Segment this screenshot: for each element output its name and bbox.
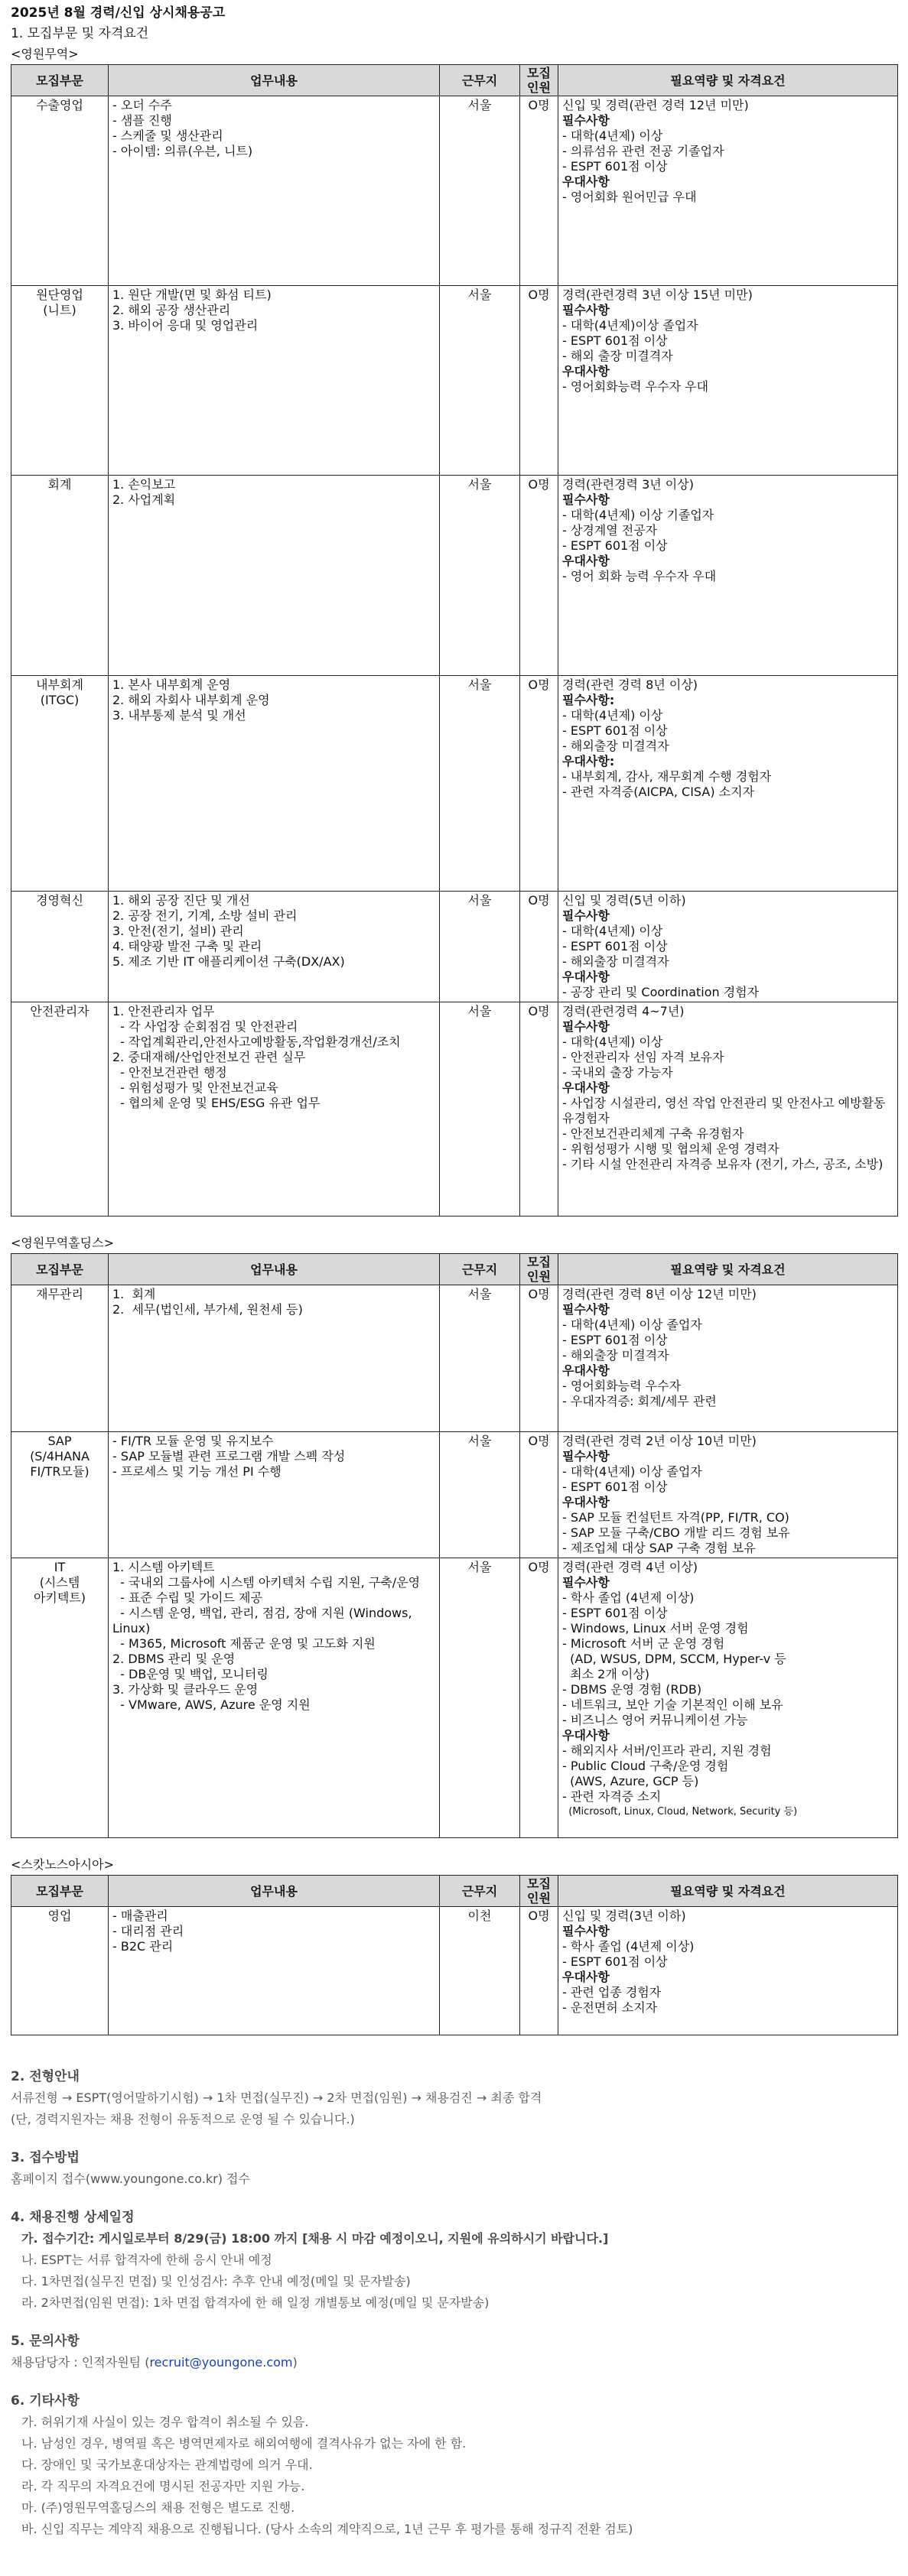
qual-heading: 우대사항 xyxy=(562,1970,610,1984)
cell-dept xyxy=(11,892,109,1002)
dept-name-line: 수출영업 xyxy=(36,98,83,112)
schedule-title: 4. 채용진행 상세일정 xyxy=(11,2210,135,2225)
qual-line: - ESPT 601점 이상 xyxy=(562,1606,668,1620)
qual-heading: 우대사항 xyxy=(562,174,610,189)
group-label: <영원무역홀딩스> xyxy=(11,1236,115,1250)
qual-heading: 우대사항 xyxy=(562,554,610,568)
qual-line: - 대학(4년제) 이상 xyxy=(562,128,663,143)
qual-line: - 대학(4년제) 이상 졸업자 xyxy=(562,1317,702,1332)
qual-line: - 학사 졸업 (4년제 이상) xyxy=(562,1590,695,1605)
qual-line: - 상경계열 전공자 xyxy=(562,523,658,538)
cell-qualifications xyxy=(558,1907,898,2035)
header-count-line: 모집 xyxy=(527,66,551,80)
duty-line: 3. 내부통제 분석 및 개선 xyxy=(112,708,246,723)
header-dept: 모집부문 xyxy=(11,1876,109,1907)
group-label: <영원무역> xyxy=(11,47,79,61)
qual-line: - 영어회화능력 우수자 xyxy=(562,1379,682,1393)
qual-line: 경력(관련 경력 2년 이상 10년 미만) xyxy=(562,1434,757,1448)
dept-name-line: 내부회계 xyxy=(36,677,83,692)
duty-line: 3. 가상화 및 클라우드 운영 xyxy=(112,1682,259,1697)
duty-line: - SAP 모듈별 관련 프로그램 개발 스펙 작성 xyxy=(112,1449,346,1463)
cell-count: O명 xyxy=(520,1002,558,1217)
table-header-row xyxy=(11,1254,898,1285)
etc-item: 나. 남성인 경우, 병역필 혹은 병역면제자로 해외여행에 결격사유가 없는 자에 한 함. xyxy=(21,2436,467,2451)
schedule-period: 가. 접수기간: 게시일로부터 8/29(금) 18:00 까지 [채용 시 마감 예정이오니, 지원에 유의하시기 바랍니다.] xyxy=(21,2231,609,2246)
duty-line: - 오더 수주 xyxy=(112,98,172,112)
qual-line: - 기타 시설 안전관리 자격증 보유자 (전기, 가스, 공조, 소방) xyxy=(562,1157,884,1171)
header-count xyxy=(520,1254,558,1285)
qual-line: - ESPT 601점 이상 xyxy=(562,1954,668,1969)
cell-dept xyxy=(11,676,109,892)
cell-dept xyxy=(11,1432,109,1558)
qual-line: - 영어 회화 능력 우수자 우대 xyxy=(562,569,717,583)
cell-qualifications xyxy=(558,1558,898,1838)
cell-location: 이천 xyxy=(440,1907,520,2035)
duty-line: 2. DBMS 관리 및 운영 xyxy=(112,1652,236,1666)
job-table xyxy=(11,1875,898,2035)
cell-duties xyxy=(109,892,440,1002)
cell-dept xyxy=(11,1907,109,2035)
duty-line: - FI/TR 모듈 운영 및 유지보수 xyxy=(112,1434,274,1448)
cell-location: 서울 xyxy=(440,476,520,676)
contact-title: 5. 문의사항 xyxy=(11,2334,80,2349)
duty-line: 1. 본사 내부회계 운영 xyxy=(112,677,231,692)
cell-qualifications xyxy=(558,892,898,1002)
duty-line: - 시스템 운영, 백업, 관리, 점검, 장애 지원 (Windows, Linux) xyxy=(112,1606,416,1636)
etc-list xyxy=(11,2412,897,2540)
duty-line: - 샘플 진행 xyxy=(112,113,172,128)
contact-email-link[interactable]: recruit@youngone.com xyxy=(149,2355,293,2370)
qual-line: - Microsoft 서버 군 운영 경험 xyxy=(562,1636,725,1651)
header-duties: 업무내용 xyxy=(109,1254,440,1285)
duty-line: - 대리점 관리 xyxy=(112,1924,184,1938)
qual-line: - 국내외 출장 가능자 xyxy=(562,1065,673,1080)
cell-count: O명 xyxy=(520,1907,558,2035)
dept-name-line: (니트) xyxy=(43,303,76,317)
duty-line: 1. 손익보고 xyxy=(112,477,176,492)
header-count-line: 모집 xyxy=(527,1255,551,1269)
cell-qualifications xyxy=(558,476,898,676)
schedule-interview2: 라. 2차면접(임원 면접): 1차 면접 합격자에 한 해 일정 개별통보 예정(메일 및 문자발송) xyxy=(21,2295,490,2310)
cell-duties xyxy=(109,1285,440,1432)
qual-heading: 우대사항: xyxy=(562,754,615,768)
duty-line: 2. 해외 공장 생산관리 xyxy=(112,303,231,317)
cell-duties xyxy=(109,1002,440,1217)
dept-name-line: 원단영업 xyxy=(36,287,83,302)
duty-line: - 표준 수립 및 가이드 제공 xyxy=(112,1590,262,1605)
duty-line: 1. 안전관리자 업무 xyxy=(112,1004,215,1018)
qual-line: - Public Cloud 구축/운영 경험 xyxy=(562,1759,729,1773)
qual-line: - 해외출장 미결격자 xyxy=(562,1348,669,1363)
header-count xyxy=(520,65,558,96)
dept-name-line: 안전관리자 xyxy=(30,1004,89,1018)
contact-prefix: 채용담당자 : 인적자원팀 ( xyxy=(11,2355,150,2370)
etc-title: 6. 기타사항 xyxy=(11,2393,80,2409)
cell-duties xyxy=(109,1558,440,1838)
cell-location: 서울 xyxy=(440,96,520,286)
qual-line: - 운전면허 소지자 xyxy=(562,2000,658,2015)
cell-count: O명 xyxy=(520,1558,558,1838)
dept-name-line: 경영혁신 xyxy=(36,893,83,908)
etc-item: 마. (주)영원무역홀딩스의 채용 전형은 별도로 진행. xyxy=(21,2500,295,2515)
cell-count: O명 xyxy=(520,892,558,1002)
duty-line: 2. 공장 전기, 기계, 소방 설비 관리 xyxy=(112,908,298,923)
qual-line: - ESPT 601점 이상 xyxy=(562,538,668,553)
cell-qualifications xyxy=(558,96,898,286)
duty-line: - 프로세스 및 기능 개선 PI 수행 xyxy=(112,1464,282,1479)
cell-qualifications xyxy=(558,1285,898,1432)
process-flow: 서류전형 → ESPT(영어말하기시험) → 1차 면접(실무진) → 2차 면접(임원) → 채용검진 → 최종 합격 xyxy=(11,2090,542,2105)
qual-heading: 필수사항 xyxy=(562,1575,610,1590)
cell-count: O명 xyxy=(520,476,558,676)
cell-dept xyxy=(11,286,109,476)
header-count-line: 인원 xyxy=(527,1891,551,1905)
header-qual: 필요역량 및 자격요건 xyxy=(558,65,898,96)
cell-dept xyxy=(11,96,109,286)
qual-line: - 위험성평가 시행 및 협의체 운영 경력자 xyxy=(562,1142,779,1156)
qual-heading: 필수사항 xyxy=(562,1302,610,1317)
apply-title: 3. 접수방법 xyxy=(11,2150,80,2165)
qual-heading: 필수사항 xyxy=(562,303,610,317)
qual-line: 경력(관련 경력 8년 이상 12년 미만) xyxy=(562,1287,757,1301)
table-header-row xyxy=(11,65,898,96)
section-etc xyxy=(11,2390,897,2540)
cell-dept xyxy=(11,1285,109,1432)
header-count-line: 모집 xyxy=(527,1876,551,1891)
duty-line: 1. 원단 개발(면 및 화섬 티트) xyxy=(112,287,272,302)
qual-line: - SAP 모듈 컨설턴트 자격(PP, FI/TR, CO) xyxy=(562,1510,789,1525)
qual-line: - 해외출장 미결격자 xyxy=(562,954,669,969)
contact-line xyxy=(11,2352,897,2373)
header-location: 근무지 xyxy=(440,1876,520,1907)
qual-heading: 필수사항: xyxy=(562,693,615,707)
dept-name-line: (시스템 xyxy=(39,1575,80,1590)
cell-qualifications xyxy=(558,1432,898,1558)
cell-count: O명 xyxy=(520,676,558,892)
duty-line: 5. 제조 기반 IT 애플리케이션 구축(DX/AX) xyxy=(112,954,345,969)
qual-line: - 공장 관리 및 Coordination 경험자 xyxy=(562,985,760,999)
table-row xyxy=(11,96,898,286)
qual-line: 경력(관련경력 3년 이상 15년 미만) xyxy=(562,287,753,302)
qual-line: - 관련 자격증 소지 xyxy=(562,1789,662,1804)
qual-heading: 필수사항 xyxy=(562,113,610,128)
qual-line: - 관련 업종 경험자 xyxy=(562,1985,662,1999)
duty-line: 3. 바이어 응대 및 영업관리 xyxy=(112,318,259,333)
qual-line: - 안전보건관리체계 구축 유경험자 xyxy=(562,1126,744,1141)
cell-location: 서울 xyxy=(440,1558,520,1838)
process-note: (단, 경력지원자는 채용 전형이 유동적으로 운영 될 수 있습니다.) xyxy=(11,2112,355,2126)
qual-line: - 해외출장 미결격자 xyxy=(562,739,669,753)
qual-heading: 우대사항 xyxy=(562,1495,610,1509)
cell-duties xyxy=(109,476,440,676)
qual-line: - 네트워크, 보안 기술 기본적인 이해 보유 xyxy=(562,1697,783,1712)
job-table xyxy=(11,64,898,1217)
cell-location: 서울 xyxy=(440,1002,520,1217)
table-row xyxy=(11,1002,898,1217)
qual-line: - ESPT 601점 이상 xyxy=(562,723,668,738)
qual-line: 최소 2개 이상) xyxy=(562,1667,650,1681)
header-duties: 업무내용 xyxy=(109,65,440,96)
dept-name-line: 영업 xyxy=(47,1908,72,1923)
section1-title: 1. 모집부문 및 자격요건 xyxy=(11,26,149,41)
qual-line: (AWS, Azure, GCP 등) xyxy=(562,1774,699,1788)
group-label: <스캇노스아시아> xyxy=(11,1857,115,1872)
dept-name-line: IT xyxy=(54,1560,66,1574)
table-header-row xyxy=(11,1876,898,1907)
header-dept: 모집부문 xyxy=(11,1254,109,1285)
dept-name-line: 회계 xyxy=(47,477,72,492)
cell-location: 서울 xyxy=(440,892,520,1002)
section-schedule xyxy=(11,2207,897,2314)
job-tables xyxy=(11,44,897,2035)
cell-count: O명 xyxy=(520,286,558,476)
cell-location: 서울 xyxy=(440,1432,520,1558)
qual-heading: 우대사항 xyxy=(562,1363,610,1378)
qual-line: (AD, WSUS, DPM, SCCM, Hyper-v 등 xyxy=(562,1652,786,1666)
table-row xyxy=(11,286,898,476)
qual-line: - ESPT 601점 이상 xyxy=(562,1480,668,1494)
qual-line: 신입 및 경력(관련 경력 12년 미만) xyxy=(562,98,749,112)
qual-line: - ESPT 601점 이상 xyxy=(562,159,668,174)
cell-qualifications xyxy=(558,286,898,476)
section-contact xyxy=(11,2331,897,2373)
qual-line: 경력(관련 경력 8년 이상) xyxy=(562,677,698,692)
cell-duties xyxy=(109,1907,440,2035)
duty-line: 2. 세무(법인세, 부가세, 원천세 등) xyxy=(112,1302,303,1317)
etc-item: 라. 각 직무의 자격요건에 명시된 전공자만 지원 가능. xyxy=(21,2479,305,2493)
qual-line: - ESPT 601점 이상 xyxy=(562,939,668,953)
table-row xyxy=(11,892,898,1002)
cell-duties xyxy=(109,1432,440,1558)
cell-qualifications xyxy=(558,1002,898,1217)
document-title: 2025년 8월 경력/신입 상시채용공고 xyxy=(11,5,226,21)
cell-location: 서울 xyxy=(440,1285,520,1432)
cell-count: O명 xyxy=(520,1285,558,1432)
cell-qualifications xyxy=(558,676,898,892)
dept-name-line: 재무관리 xyxy=(36,1287,83,1301)
duty-line: 4. 태양광 발전 구축 및 관리 xyxy=(112,939,262,953)
duty-line: 3. 안전(전기, 설비) 관리 xyxy=(112,924,244,938)
qual-heading: 필수사항 xyxy=(562,1924,610,1938)
qual-line: - ESPT 601점 이상 xyxy=(562,333,668,348)
qual-line: 경력(관련 경력 4년 이상) xyxy=(562,1560,698,1574)
cell-dept xyxy=(11,1558,109,1838)
qual-line: - 대학(4년제) 이상 기졸업자 xyxy=(562,508,714,522)
qual-line: 신입 및 경력(3년 이하) xyxy=(562,1908,686,1923)
header-count-line: 인원 xyxy=(527,80,551,95)
qual-heading: 필수사항 xyxy=(562,1449,610,1463)
dept-name-line: FI/TR모듈) xyxy=(30,1464,89,1479)
section-apply xyxy=(11,2147,897,2190)
header-duties: 업무내용 xyxy=(109,1876,440,1907)
job-table xyxy=(11,1253,898,1838)
qual-heading: 필수사항 xyxy=(562,492,610,507)
cell-location: 서울 xyxy=(440,676,520,892)
table-row xyxy=(11,1907,898,2035)
qual-line: 신입 및 경력(5년 이하) xyxy=(562,893,686,908)
duty-line: - 위험성평가 및 안전보건교육 xyxy=(112,1080,278,1095)
qual-line: - ESPT 601점 이상 xyxy=(562,1333,668,1347)
duty-line: - 안전보건관련 행정 xyxy=(112,1065,227,1080)
cell-dept xyxy=(11,1002,109,1217)
qual-heading: 우대사항 xyxy=(562,364,610,378)
duty-line: - 매출관리 xyxy=(112,1908,168,1923)
qual-line: - 내부회계, 감사, 재무회계 수행 경험자 xyxy=(562,769,772,784)
duty-line: - M365, Microsoft 제품군 운영 및 고도화 지원 xyxy=(112,1636,376,1651)
qual-line: - 비즈니스 영어 커뮤니케이션 가능 xyxy=(562,1713,748,1727)
duty-line: - 스케줄 및 생산관리 xyxy=(112,128,223,143)
qual-line: - 대학(4년제)이상 졸업자 xyxy=(562,318,698,333)
duty-line: - 아이템: 의류(우븐, 니트) xyxy=(112,144,253,158)
cell-count: O명 xyxy=(520,96,558,286)
duty-line: - B2C 관리 xyxy=(112,1939,174,1954)
duty-line: 2. 해외 자회사 내부회계 운영 xyxy=(112,693,270,707)
contact-suffix: ) xyxy=(292,2355,298,2370)
duty-line: - 국내외 그룹사에 시스템 아키텍처 수립 지원, 구축/운영 xyxy=(112,1575,421,1590)
qual-line: - 학사 졸업 (4년제 이상) xyxy=(562,1939,695,1954)
qual-line: - 대학(4년제) 이상 xyxy=(562,708,663,723)
apply-method: 홈페이지 접수(www.youngone.co.kr) 접수 xyxy=(11,2172,250,2186)
duty-line: 2. 중대재해/산업안전보건 관련 실무 xyxy=(112,1050,306,1064)
qual-line: - 대학(4년제) 이상 졸업자 xyxy=(562,1464,702,1479)
duty-line: 2. 사업계획 xyxy=(112,492,176,507)
dept-name-line: 아키텍트) xyxy=(33,1590,86,1605)
dept-name-line: (S/4HANA xyxy=(30,1449,89,1463)
qual-line: - SAP 모듈 구축/CBO 개발 리드 경험 보유 xyxy=(562,1525,790,1540)
qual-heading: 필수사항 xyxy=(562,1019,610,1034)
qual-line: (Microsoft, Linux, Cloud, Network, Security 등) xyxy=(562,1806,798,1817)
duty-line: - DB운영 및 백업, 모니터링 xyxy=(112,1667,268,1681)
header-location: 근무지 xyxy=(440,1254,520,1285)
duty-line: - 협의체 운영 및 EHS/ESG 유관 업무 xyxy=(112,1096,321,1110)
qual-line: - 영어회화능력 우수자 우대 xyxy=(562,379,709,394)
etc-item: 바. 신입 직무는 계약직 채용으로 진행됩니다. (당사 소속의 계약직으로, 1년 근무 후 평가를 통해 정규직 전환 검토) xyxy=(21,2522,633,2536)
qual-line: - 우대자격증: 회계/세무 관련 xyxy=(562,1394,717,1408)
qual-line: 경력(관련경력 3년 이상) xyxy=(562,477,694,492)
cell-dept xyxy=(11,476,109,676)
qual-line: - DBMS 운영 경험 (RDB) xyxy=(562,1682,702,1697)
qual-line: - 영어회화 원어민급 우대 xyxy=(562,190,697,204)
qual-line: - 대학(4년제) 이상 xyxy=(562,1035,663,1049)
schedule-espt: 나. ESPT는 서류 합격자에 한해 응시 안내 예정 xyxy=(21,2253,272,2267)
table-row xyxy=(11,1285,898,1432)
duty-line: 1. 회계 xyxy=(112,1287,156,1301)
cell-duties xyxy=(109,676,440,892)
duty-line: - 작업계획관리,안전사고예방활동,작업환경개선/조치 xyxy=(112,1035,401,1049)
header-qual: 필요역량 및 자격요건 xyxy=(558,1254,898,1285)
header-dept: 모집부문 xyxy=(11,65,109,96)
dept-name-line: (ITGC) xyxy=(40,693,80,707)
table-row xyxy=(11,676,898,892)
table-row xyxy=(11,476,898,676)
qual-line: - Windows, Linux 서버 운영 경험 xyxy=(562,1621,749,1636)
qual-heading: 우대사항 xyxy=(562,1728,610,1743)
qual-heading: 필수사항 xyxy=(562,908,610,923)
process-title: 2. 전형안내 xyxy=(11,2069,80,2084)
cell-location: 서울 xyxy=(440,286,520,476)
table-row xyxy=(11,1432,898,1558)
qual-line: - 관련 자격증(AICPA, CISA) 소지자 xyxy=(562,784,755,799)
duty-line: 1. 시스템 아키텍트 xyxy=(112,1560,215,1574)
qual-line: - 의류섬유 관련 전공 기졸업자 xyxy=(562,144,724,158)
cell-duties xyxy=(109,286,440,476)
qual-line: 경력(관련경력 4~7년) xyxy=(562,1004,685,1018)
qual-line: - 해외 출장 미결격자 xyxy=(562,349,673,363)
duty-line: 1. 해외 공장 진단 및 개선 xyxy=(112,893,250,908)
table-row xyxy=(11,1558,898,1838)
cell-count: O명 xyxy=(520,1432,558,1558)
qual-line: - 사업장 시설관리, 영선 작업 안전관리 및 안전사고 예방활동 유경험자 xyxy=(562,1096,890,1126)
dept-name-line: SAP xyxy=(47,1434,72,1448)
section-process xyxy=(11,2066,897,2130)
qual-heading: 우대사항 xyxy=(562,1080,610,1095)
header-qual: 필요역량 및 자격요건 xyxy=(558,1876,898,1907)
etc-item: 가. 허위기재 사실이 있는 경우 합격이 취소될 수 있음. xyxy=(21,2415,309,2429)
header-location: 근무지 xyxy=(440,65,520,96)
qual-line: - 안전관리자 선임 자격 보유자 xyxy=(562,1050,724,1064)
duty-line: - VMware, AWS, Azure 운영 지원 xyxy=(112,1697,311,1712)
duty-line: - 각 사업장 순회점검 및 안전관리 xyxy=(112,1019,298,1034)
qual-heading: 우대사항 xyxy=(562,970,610,984)
cell-duties xyxy=(109,96,440,286)
etc-item: 다. 장애인 및 국가보훈대상자는 관계법령에 의거 우대. xyxy=(21,2457,313,2472)
qual-line: - 대학(4년제) 이상 xyxy=(562,924,663,938)
header-count-line: 인원 xyxy=(527,1269,551,1284)
qual-line: - 해외지사 서버/인프라 관리, 지원 경험 xyxy=(562,1743,772,1758)
schedule-interview1: 다. 1차면접(실무진 면접) 및 인성검사: 추후 안내 예정(메일 및 문자발송) xyxy=(21,2274,411,2289)
qual-line: - 제조업체 대상 SAP 구축 경험 보유 xyxy=(562,1541,756,1555)
header-count xyxy=(520,1876,558,1907)
